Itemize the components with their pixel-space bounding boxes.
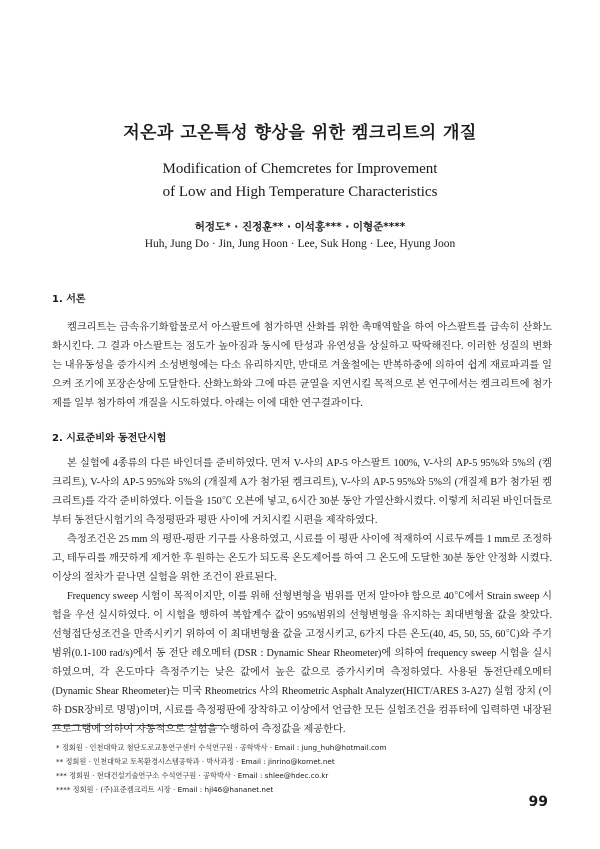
paper-title-english — [0, 158, 600, 204]
footnote-4: **** 정회원 · (주)표준켐크리트 시장 · Email : hjl46@hananet.net — [56, 785, 274, 794]
authors-english: Huh, Jung Do · Jin, Jung Hoon · Lee, Suk Hong · Lee, Hyung Joon — [144, 238, 456, 250]
section-1-paragraph: 켐크리트는 금속유기화합물로서 아스팔트에 첨가하면 산화를 위한 촉매역할을 하여 아스팔트를 급속히 산화노화시킨다. 그 결과 아스팔트는 점도가 높아짐과 동시에 탄성과 유연성을 상실하고 딱딱해진다. 이러한 성질의 변화는 내유동성을 증가시켜 소성변형에는 다소 유리하지만, 반대로 겨울철에는 반복하중에 의하여 쉽게 재료파괴를 일으켜 조기에 포장손상에 도달한다. 산화노화와 그에 따른 균열을 지연시킬 목적으로 본 연구에서는 켐크리트에 첨가제를 일부 첨가하여 개질을 시도하였다. 아래는 이에 대한 연구결과이다. — [52, 322, 552, 409]
paper-title-english-line-1: Modification of Chemcretes for Improvement — [162, 161, 438, 177]
section-2-paragraph-3: Frequency sweep 시험이 목적이지만, 이를 위해 선형변형을 범위를 먼저 알아야 함으로 40℃에서 Strain sweep 시험을 우선 실시하였다. 이 시험을 행하여 복합계수 값이 95%범위의 선형변형을 유지하는 최대변형율 값을 찾았다. 선형접단성조건을 만족시키기 위하여 이 최대변형율 값을 고정시키고, 6가지 다른 온도(40, 45, 50, 55, 60℃)와 주기범위(0.1-100 rad/s)에서 동 전단 레오메터 (DSR : Dynamic Shear Rheometer)에 의하여 frequency sweep 시험을 실시하였으며, 각 온도마다 측정주기는 낮은 값에서 높은 값으로 증가시키며 측정하였다. 사용된 동전단레오메터(Dynamic Shear Rheometer)는 미국 Rheometrics 사의 Rheometric Asphalt Analyzer(HICT/ARES 3-A27) 실험 장치 (이하 DSR장비로 명명)이며, 시료를 측정평판에 장착하고 이상에서 언급한 모든 실험조건을 컴퓨터에 입력하면 내장된 프로그램에 의하여 자동적으로 실험을 수행하여 측정값을 제공한다. — [52, 591, 552, 735]
paper-title-english-line-2: of Low and High Temperature Characteristics — [162, 184, 438, 200]
section-2-paragraph-2: 측정조건은 25 mm 의 평판-평판 기구를 사용하였고, 시료를 이 평판 사이에 적재하여 시료두께를 1 mm로 조정하고, 테두리를 깨끗하게 제거한 후 원하는 온도가 되도록 온도제어를 하여 그 온도에 도달한 30분 동안 안정화 시켰다. 이상의 절차가 끝나면 실험을 위한 조건이 완료된다. — [52, 534, 552, 583]
authors-korean: 허정도* · 진정훈** · 이석홍*** · 이형준**** — [194, 221, 406, 233]
section-2-paragraph-1: 본 실험에 4종류의 다른 바인더를 준비하였다. 먼저 V-사의 AP-5 아스팔트 100%, V-사의 AP-5 95%와 5%의 (켐크리트), V-사의 AP-5 95%와 5%의 (개질제 A가 첨가된 켐크리트), V-사의 AP-5 95%와 5%의 (개질제 B가 첨가된 켐크리트)를 각각 준비하였다. 이들을 150℃ 오븐에 넣고, 6시간 30분 동안 가열산화시켰다. 이렇게 처리된 바인더들로부터 동전단시험기의 측정평판과 평판 사이에 거치시킬 시편을 제작하였다. — [52, 458, 552, 526]
page-number: 99 — [528, 794, 548, 810]
footnotes — [56, 741, 536, 797]
paper-title-korean: 저온과 고온특성 향상을 위한 켐크리트의 개질 — [123, 123, 477, 143]
section-1-heading: 1. 서론 — [52, 294, 86, 305]
section-1-body — [52, 318, 552, 413]
section-2-heading: 2. 시료준비와 동전단시험 — [52, 433, 167, 444]
footnote-divider — [52, 725, 222, 726]
footnote-2: ** 정회원 · 인천대학교 토목환경시스템공학과 · 박사과정 · Email : jinrino@kornet.net — [56, 757, 335, 766]
footnote-1: * 정회원 · 인천대학교 첨단도로교통연구센터 수석연구원 · 공학박사 · Email : jung_huh@hotmail.com — [56, 743, 387, 752]
section-2-body — [52, 454, 552, 739]
footnote-3: *** 정회원 · 현대건설기술연구소 수석연구원 · 공학박사 · Email : shlee@hdec.co.kr — [56, 771, 329, 780]
